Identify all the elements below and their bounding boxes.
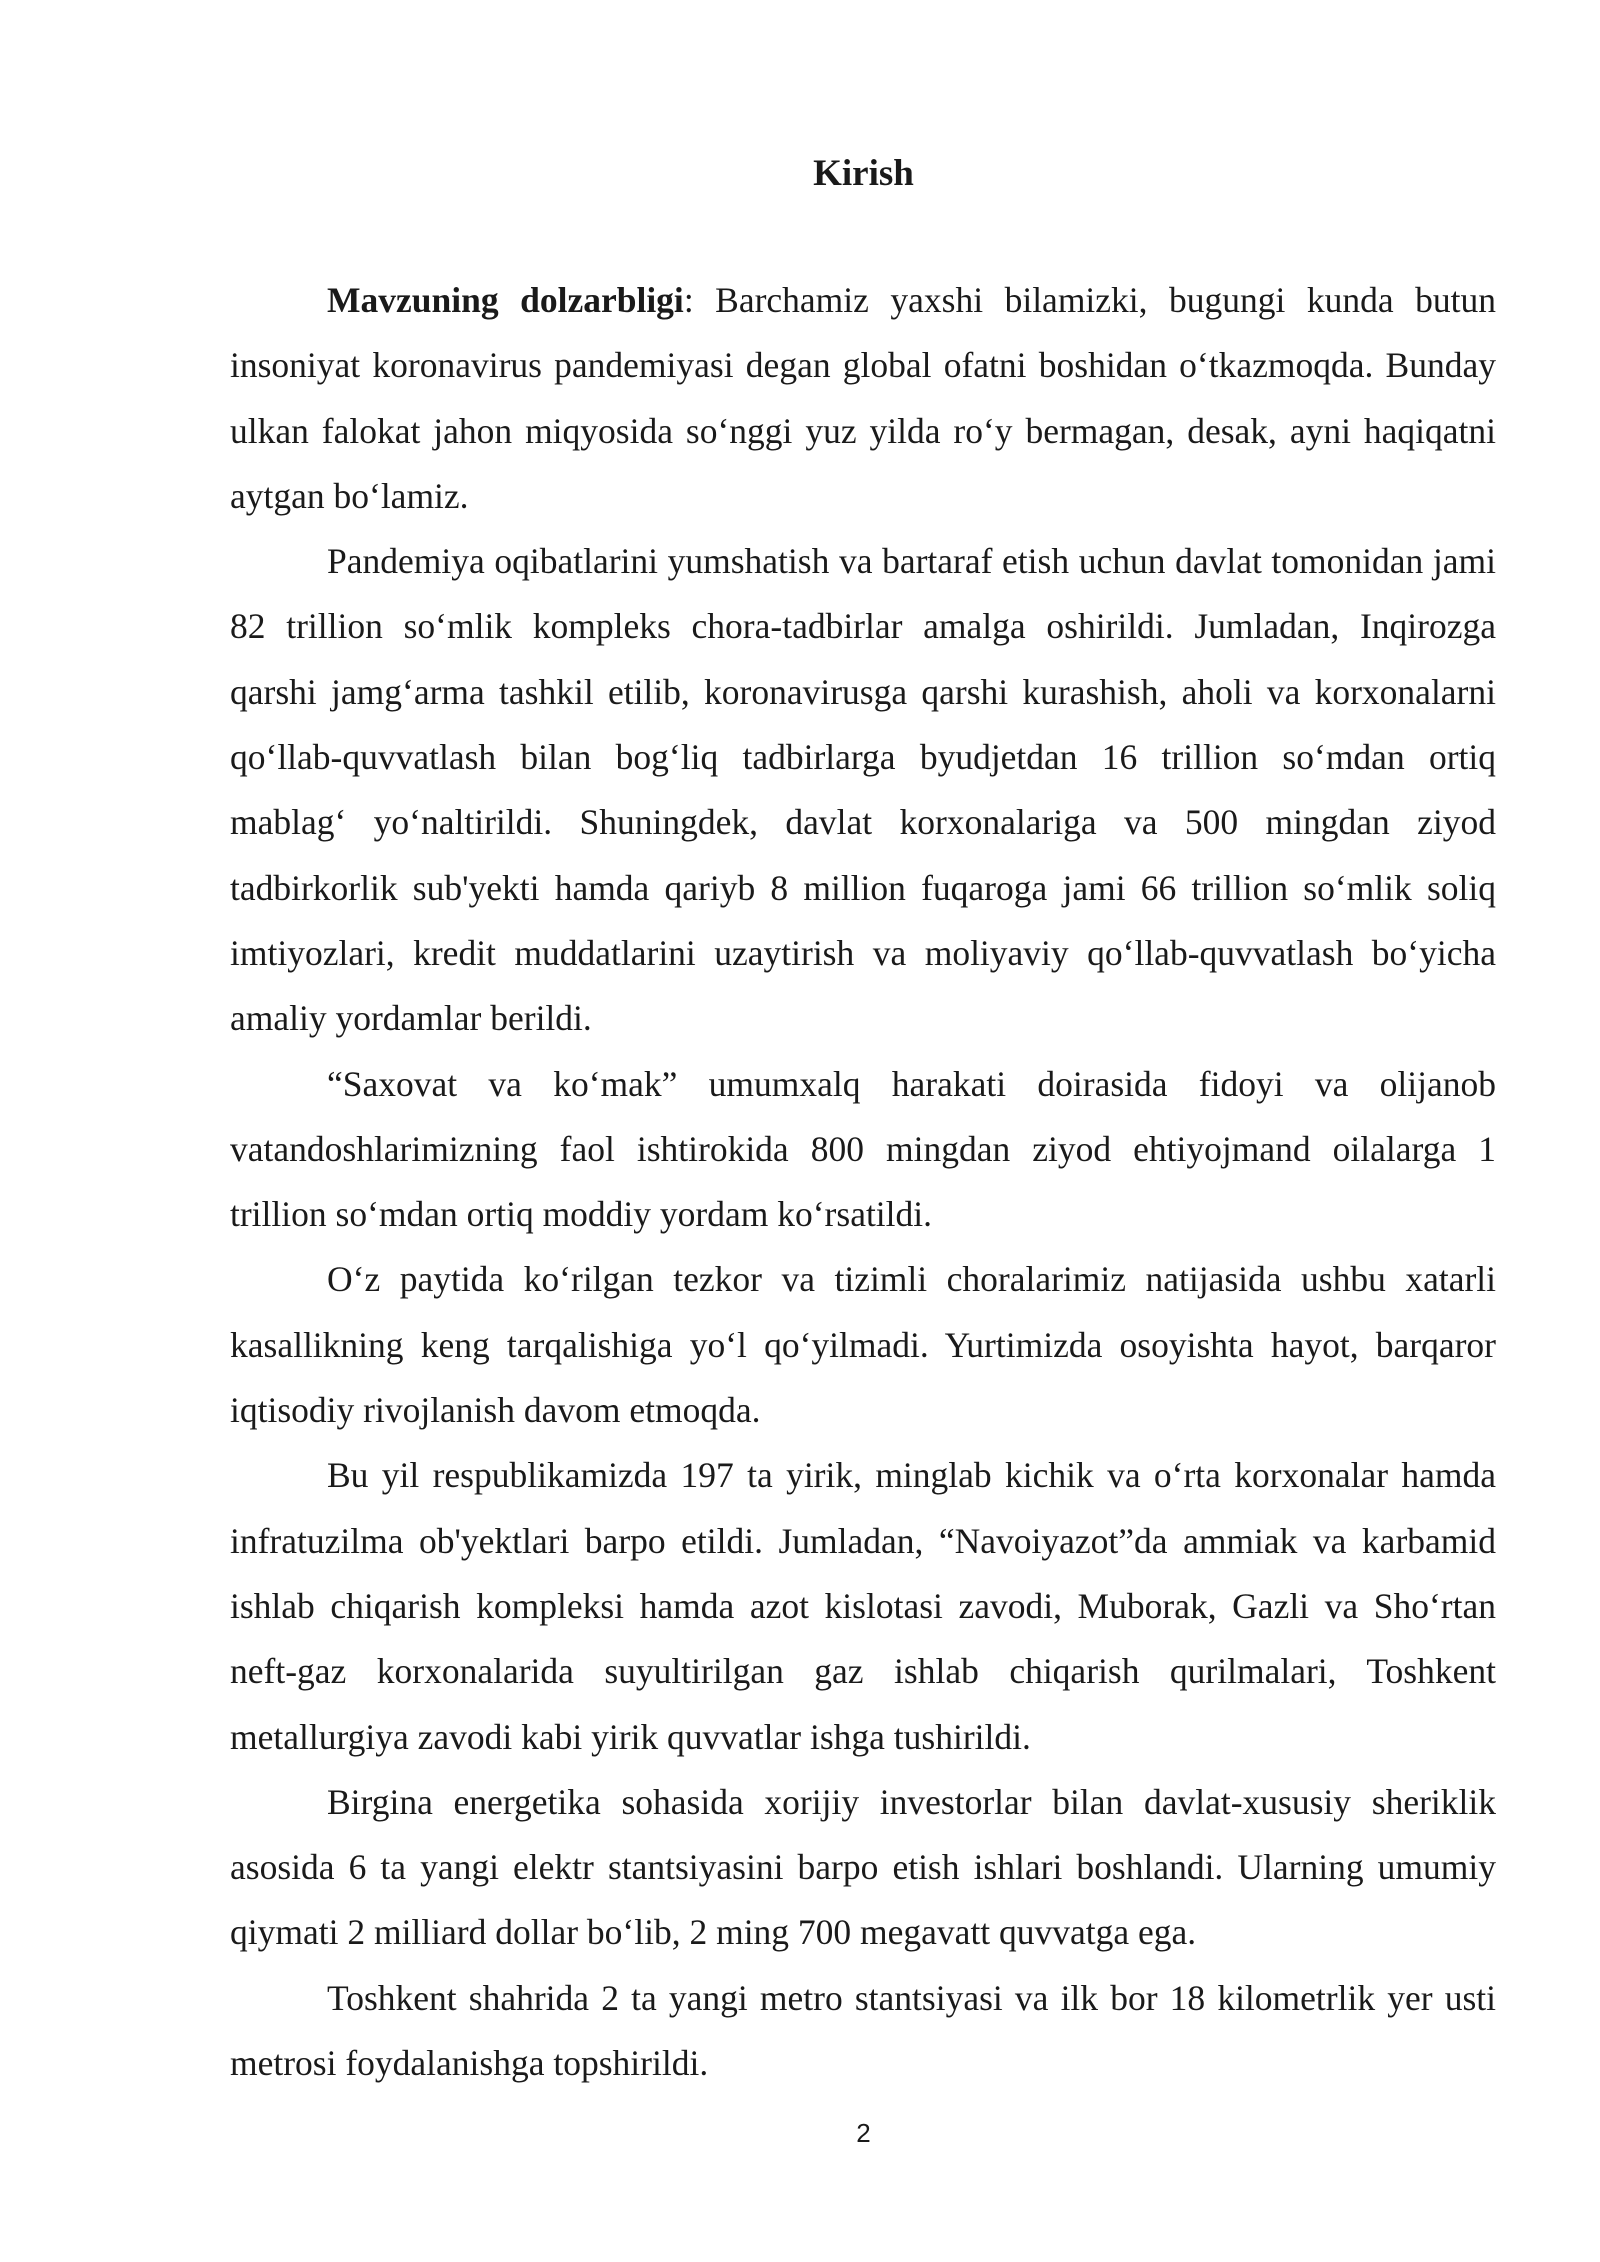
paragraph: Birgina energetika sohasida xorijiy investorlar bilan davlat-xususiy sheriklik asosida 6 ta yangi elektr stantsiyasini barpo etish ishlari boshlandi. Ularning umumiy qiymati 2 milliard dollar bo‘lib, 2 ming 700 megavatt quvvatga ega. bbox=[230, 1781, 1496, 1953]
paragraph: Bu yil respublikamizda 197 ta yirik, minglab kichik va o‘rta korxonalar hamda infratuzilma ob'yektlari barpo etildi. Jumladan, “Navoiyazot”da ammiak va karbamid ishlab chiqarish kompleksi hamda azot kislotasi zavodi, Muborak, Gazli va Sho‘rtan neft-gaz korxonalarida suyultirilgan gaz ishlab chiqarish qurilmalari, Toshkent metallurgiya zavodi kabi yirik quvvatlar ishga tushirildi. bbox=[230, 1455, 1496, 1757]
paragraph: Pandemiya oqibatlarini yumshatish va bartaraf etish uchun davlat tomonidan jami 82 trillion so‘mlik kompleks chora-tadbirlar amalga oshirildi. Jumladan, Inqirozga qarshi jamg‘arma tashkil etilib, koronavirusga qarshi kurashish, aholi va korxonalarni qo‘llab-quvvatlash bilan bog‘liq tadbirlarga byudjetdan 16 trillion so‘mdan ortiq mablag‘ yo‘naltirildi. Shuningdek, davlat korxonalariga va 500 mingdan ziyod tadbirkorlik sub'yekti hamda qariyb 8 million fuqaroga jami 66 trillion so‘mlik soliq imtiyozlari, kredit muddatlarini uzaytirish va moliyaviy qo‘llab-quvvatlash bo‘yicha amaliy yordamlar berildi. bbox=[230, 541, 1496, 1039]
paragraph: Toshkent shahrida 2 ta yangi metro stantsiyasi va ilk bor 18 kilometrlik yer usti metrosi foydalanishga topshirildi. bbox=[230, 1977, 1496, 2084]
paragraph: “Saxovat va ko‘mak” umumxalq harakati doirasida fidoyi va olijanob vatandoshlarimizning faol ishtirokida 800 mingdan ziyod ehtiyojmand oilalarga 1 trillion so‘mdan ortiq moddiy yordam ko‘rsatildi. bbox=[230, 1063, 1496, 1235]
paragraph-lead: Mavzuning dolzarbligi bbox=[327, 280, 684, 320]
body-text bbox=[230, 268, 1496, 2096]
paragraph bbox=[230, 268, 1496, 529]
page-title: Kirish bbox=[813, 153, 914, 194]
paragraph: O‘z paytida ko‘rilgan tezkor va tizimli choralarimiz natijasida ushbu xatarli kasallikning keng tarqalishiga yo‘l qo‘yilmadi. Yurtimizda osoyishta hayot, barqaror iqtisodiy rivojlanish davom etmoqda. bbox=[230, 1259, 1496, 1431]
paragraph-text: : Barchamiz yaxshi bilamizki, bugungi kunda butun insoniyat koronavirus pandemiyasi degan global ofatni boshidan o‘tkazmoqda. Bunday ulkan falokat jahon miqyosida so‘nggi yuz yilda ro‘y bermagan, desak, ayni haqiqatni aytgan bo‘lamiz. bbox=[230, 280, 1496, 516]
page-number: 2 bbox=[856, 2118, 871, 2148]
